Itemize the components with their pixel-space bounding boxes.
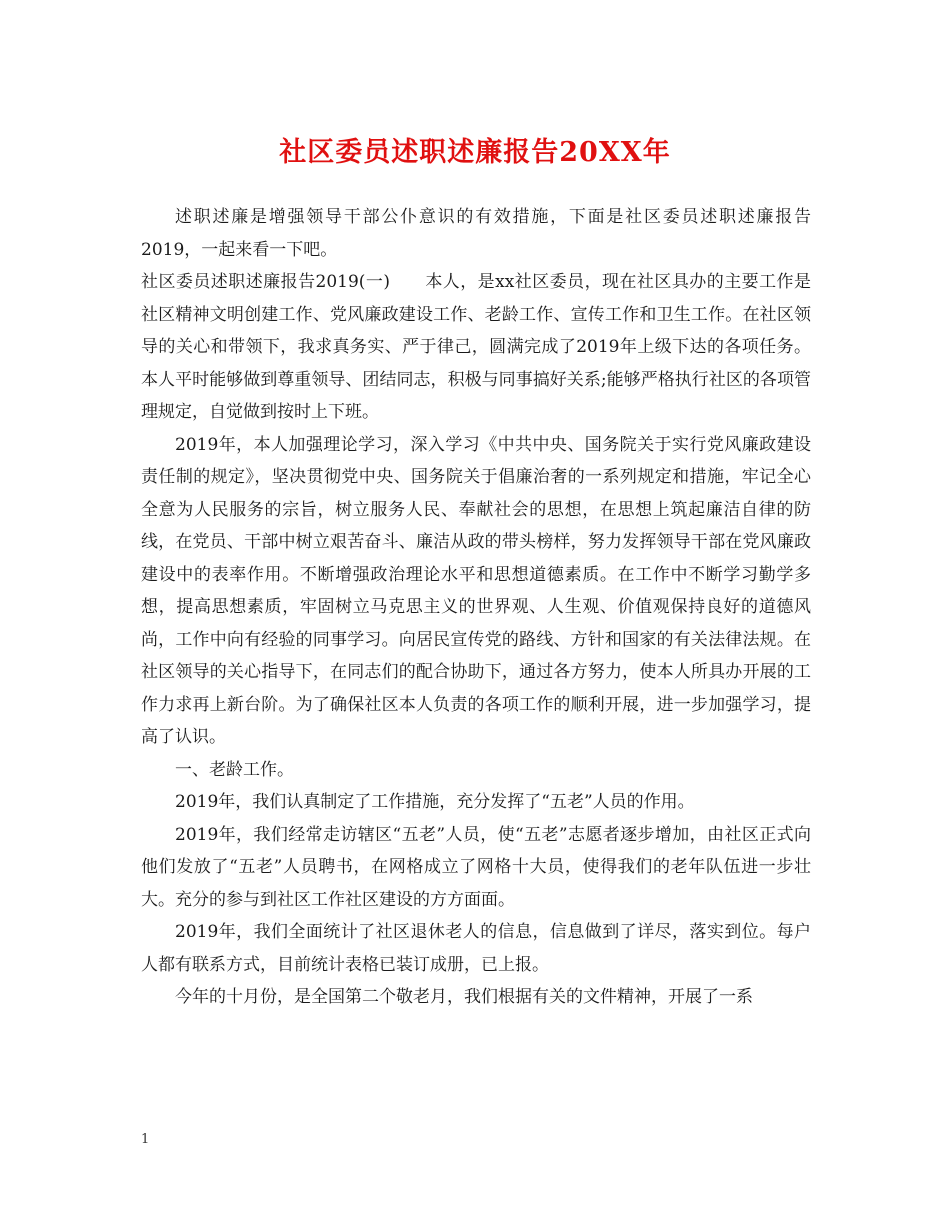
document-body [141, 201, 811, 1014]
paragraph: 2019年，本人加强理论学习，深入学习《中共中央、国务院关于实行党风廉政建设责任制的规定》，坚决贯彻党中央、国务院关于倡廉治奢的一系列规定和措施，牢记全心全意为人民服务的宗旨，树立服务人民、奉献社会的思想，在思想上筑起廉洁自律的防线，在党员、干部中树立艰苦奋斗、廉洁从政的带头榜样，努力发挥领导干部在党风廉政建设中的表率作用。不断增强政治理论水平和思想道德素质。在工作中不断学习勤学多想，提高思想素质，牢固树立马克思主义的世界观、人生观、价值观保持良好的道德风尚，工作中向有经验的同事学习。向居民宣传党的路线、方针和国家的有关法律法规。在社区领导的关心指导下，在同志们的配合协助下，通过各方努力，使本人所具办开展的工作力求再上新台阶。为了确保社区本人负责的各项工作的顺利开展，进一步加强学习，提高了认识。 [141, 434, 811, 747]
paragraph: 社区委员述职述廉报告2019(一) 本人，是xx社区委员，现在社区具办的主要工作是社区精神文明创建工作、党风廉政建设工作、老龄工作、宣传工作和卫生工作。在社区领导的关心和带领下，我求真务实、严于律己，圆满完成了2019年上级下达的各项任务。本人平时能够做到尊重领导、团结同志，积极与同事搞好关系;能够严格执行社区的各项管理规定，自觉做到按时上下班。 [141, 272, 811, 422]
paragraph: 2019年，我们经常走访辖区“五老”人员，使“五老”志愿者逐步增加，由社区正式向他们发放了“五老”人员聘书，在网格成立了网格十大员，使得我们的老年队伍进一步壮大。充分的参与到社区工作社区建设的方方面面。 [141, 824, 811, 910]
section-heading: 一、老龄工作。 [175, 759, 294, 780]
paragraph: 2019年，我们认真制定了工作措施，充分发挥了“五老”人员的作用。 [175, 792, 695, 812]
paragraph: 2019年，我们全面统计了社区退休老人的信息，信息做到了详尽，落实到位。每户人都有联系方式，目前统计表格已装订成册，已上报。 [141, 922, 811, 975]
document-title: 社区委员述职述廉报告20XX年 [279, 137, 671, 168]
paragraph: 述职述廉是增强领导干部公仆意识的有效措施，下面是社区委员述职述廉报告2019，一起来看一下吧。 [141, 207, 811, 260]
page-number: 1 [141, 1132, 150, 1147]
paragraph: 今年的十月份，是全国第二个敬老月，我们根据有关的文件精神，开展了一系 [175, 987, 753, 1007]
